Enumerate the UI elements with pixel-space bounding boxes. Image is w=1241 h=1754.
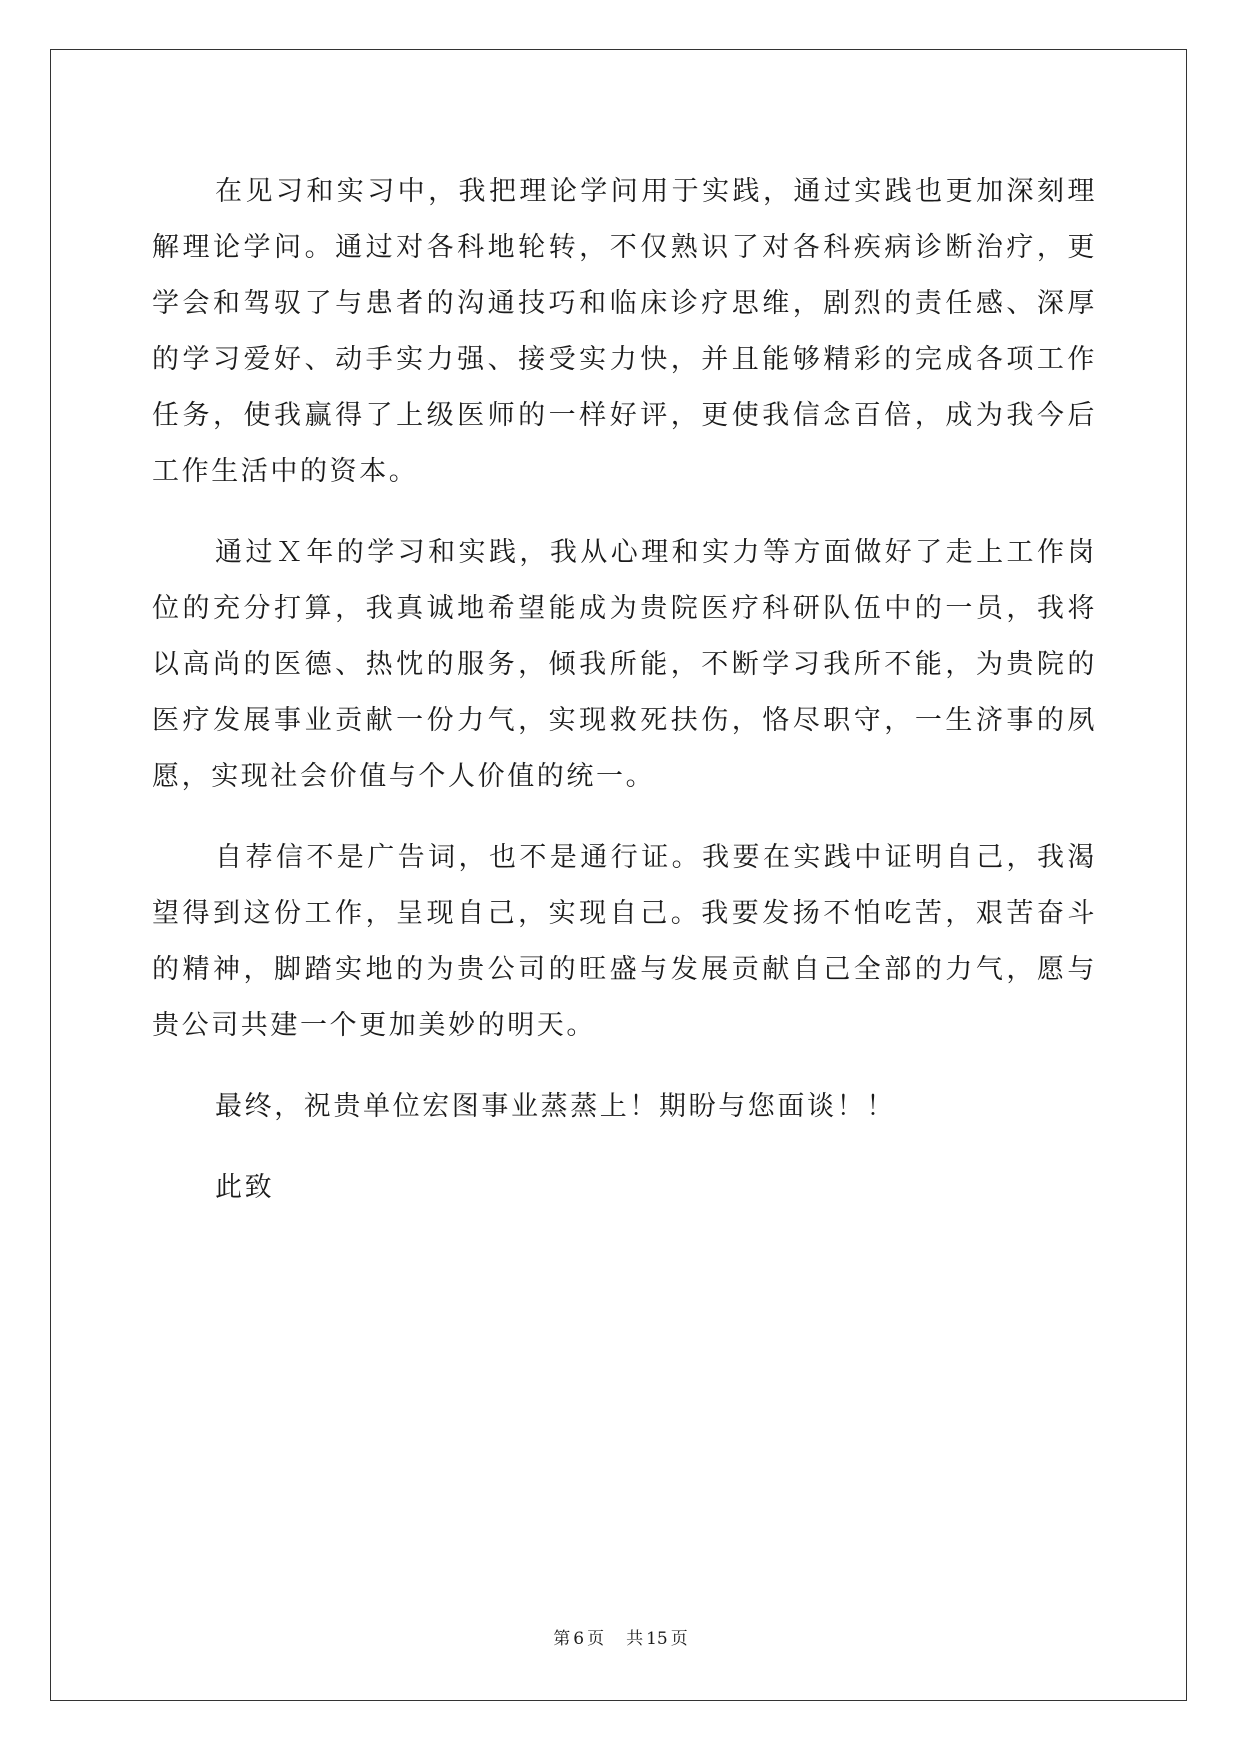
page-total-number: 15: [646, 1629, 668, 1649]
paragraph-aspiration: 通过Ｘ年的学习和实践，我从心理和实力等方面做好了走上工作岗位的充分打算，我真诚地希望能成为贵院医疗科研队伍中的一员，我将以高尚的医德、热忱的服务，倾我所能，不断学习我所不能，为贵院的医疗发展事业贡献一份力气，实现救死扶伤，恪尽职守，一生济事的夙愿，实现社会价值与个人价值的统一。: [152, 537, 1097, 792]
total-prefix: 共: [626, 1629, 644, 1649]
page-footer: [0, 1627, 1241, 1651]
paragraph-self-recommendation: 自荐信不是广告词，也不是通行证。我要在实践中证明自己，我渴望得到这份工作，呈现自己，实现自己。我要发扬不怕吃苦，艰苦奋斗的精神，脚踏实地的为贵公司的旺盛与发展贡献自己全部的力气，愿与贵公司共建一个更加美妙的明天。: [152, 842, 1097, 1041]
page-prefix: 第: [553, 1629, 571, 1649]
letter-body: [152, 164, 1097, 1216]
page-current-number: 6: [573, 1629, 585, 1649]
page-suffix: 页: [587, 1629, 605, 1649]
paragraph-closing-wish: 最终，祝贵单位宏图事业蒸蒸上！期盼与您面谈！！: [215, 1091, 896, 1122]
paragraph-salutation: 此致: [215, 1172, 275, 1203]
paragraph-internship: 在见习和实习中，我把理论学问用于实践，通过实践也更加深刻理解理论学问。通过对各科地轮转，不仅熟识了对各科疾病诊断治疗，更学会和驾驭了与患者的沟通技巧和临床诊疗思维，剧烈的责任感、深厚的学习爱好、动手实力强、接受实力快，并且能够精彩的完成各项工作任务，使我赢得了上级医师的一样好评，更使我信念百倍，成为我今后工作生活中的资本。: [152, 176, 1097, 487]
total-suffix: 页: [670, 1629, 688, 1649]
